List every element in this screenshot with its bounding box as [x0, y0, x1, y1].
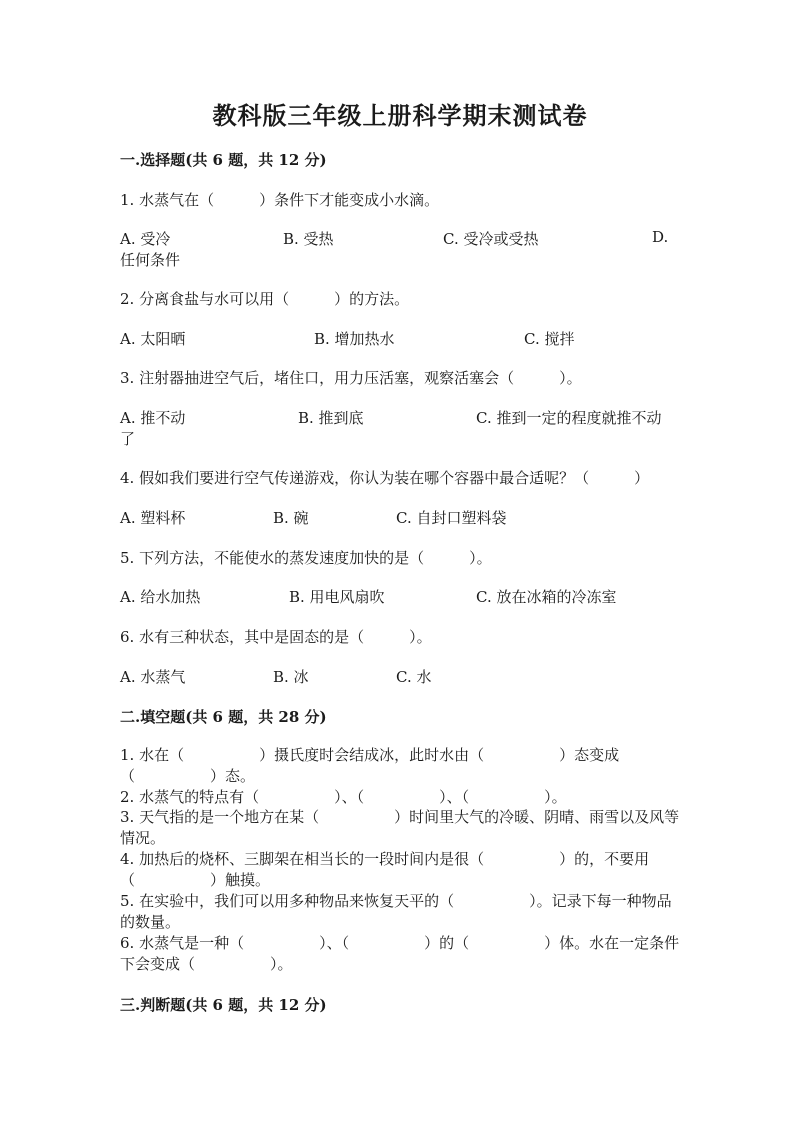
- option-c: C. 推到一定的程度就推不动: [476, 409, 662, 427]
- question-stem: 1. 水蒸气在（ ）条件下才能变成小水滴。: [120, 191, 440, 209]
- fill-question: 2. 水蒸气的特点有（ ）、（ ）、（ ）。: [120, 788, 567, 806]
- option-c: C. 受冷或受热: [443, 230, 539, 248]
- option-a: A. 推不动: [120, 409, 186, 427]
- option-b: B. 碗: [273, 509, 309, 527]
- fill-question: 1. 水在（ ）摄氏度时会结成冰，此时水由（ ）态变成（ ）态。: [120, 746, 620, 785]
- option-b: B. 受热: [283, 230, 334, 248]
- option-a: A. 受冷: [120, 230, 171, 248]
- option-b: B. 增加热水: [314, 330, 395, 348]
- option-c: C. 放在冰箱的冷冻室: [476, 588, 617, 606]
- option-b: B. 推到底: [298, 409, 364, 427]
- option-a: A. 水蒸气: [120, 668, 186, 686]
- option-c: C. 水: [396, 668, 432, 686]
- question-stem: 3. 注射器抽进空气后，堵住口，用力压活塞，观察活塞会（ ）。: [120, 369, 582, 387]
- fill-question: 3. 天气指的是一个地方在某（ ）时间里大气的冷暖、阴晴、雨雪以及风等情况。: [120, 808, 680, 847]
- section-heading-choice: 一.选择题(共 6 题，共 12 分): [120, 151, 327, 169]
- question-stem: 6. 水有三种状态，其中是固态的是（ ）。: [120, 628, 432, 646]
- fill-question: 6. 水蒸气是一种（ ）、（ ）的（ ）体。水在一定条件下会变成（ ）。: [120, 934, 680, 973]
- question-stem: 5. 下列方法，不能使水的蒸发速度加快的是（ ）。: [120, 549, 492, 567]
- section-heading-judge: 三.判断题(共 6 题，共 12 分): [120, 996, 327, 1014]
- section-heading-fill: 二.填空题(共 6 题，共 28 分): [120, 708, 327, 726]
- fill-question: 5. 在实验中，我们可以用多种物品来恢复天平的（ ）。记录下每一种物品的数量。: [120, 892, 672, 931]
- option-c-text: 了: [120, 430, 136, 448]
- option-d: D.: [652, 228, 669, 246]
- option-a: A. 塑料杯: [120, 509, 186, 527]
- option-d-text: 任何条件: [120, 251, 181, 269]
- page-title: 教科版三年级上册科学期末测试卷: [212, 101, 588, 130]
- option-a: A. 给水加热: [120, 588, 201, 606]
- option-c: C. 自封口塑料袋: [396, 509, 507, 527]
- question-stem: 4. 假如我们要进行空气传递游戏，你认为装在哪个容器中最合适呢？（ ）: [120, 469, 650, 487]
- option-a: A. 太阳晒: [120, 330, 186, 348]
- question-stem: 2. 分离食盐与水可以用（ ）的方法。: [120, 290, 410, 308]
- fill-question: 4. 加热后的烧杯、三脚架在相当长的一段时间内是很（ ）的，不要用（ ）触摸。: [120, 850, 650, 889]
- option-b: B. 冰: [273, 668, 309, 686]
- option-b: B. 用电风扇吹: [289, 588, 385, 606]
- option-c: C. 搅拌: [524, 330, 575, 348]
